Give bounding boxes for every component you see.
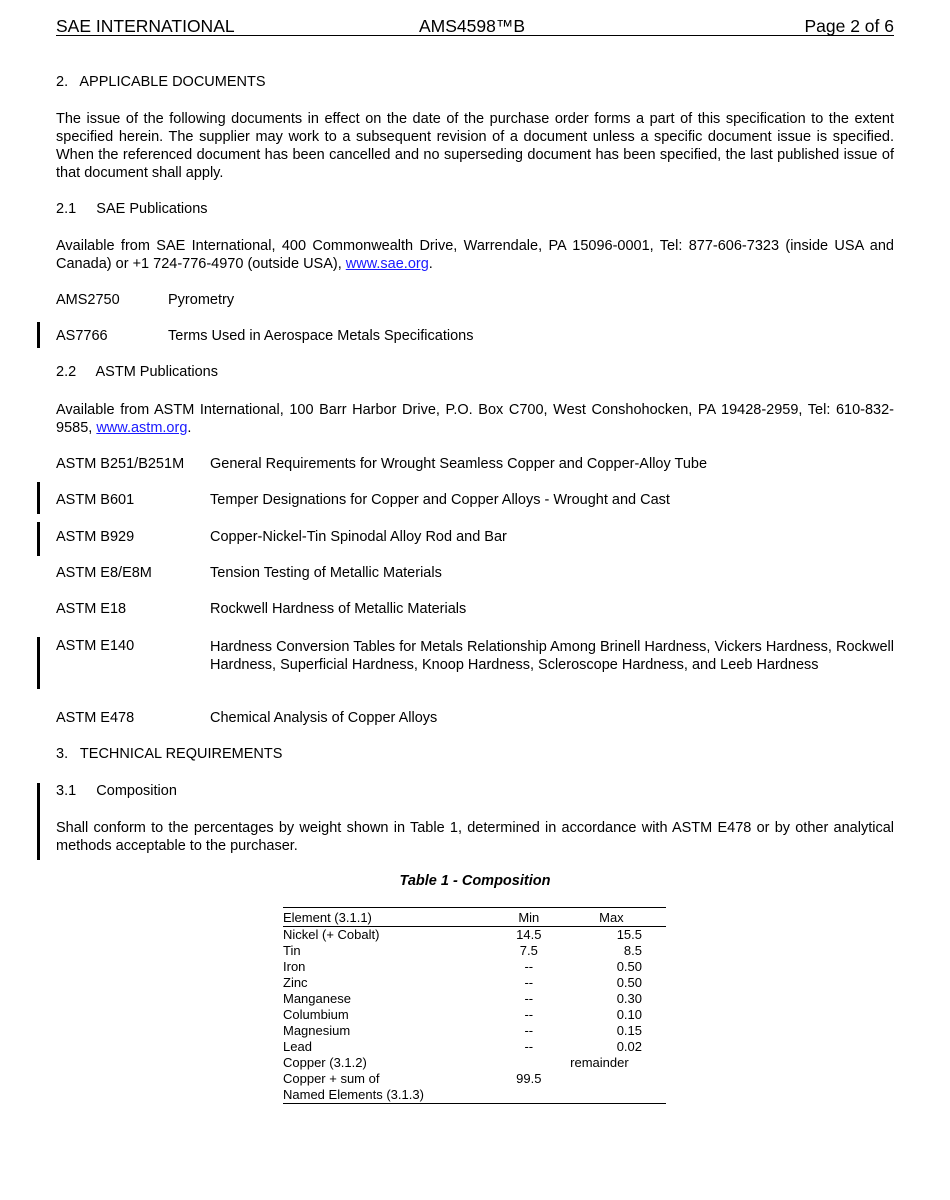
change-bar	[37, 322, 40, 348]
min-cell: --	[524, 1039, 534, 1054]
element-cell: Copper + sum of	[283, 1071, 380, 1086]
doc-title: Copper-Nickel-Tin Spinodal Alloy Rod and Bar	[210, 529, 507, 545]
header-rule	[56, 35, 894, 36]
change-bar	[37, 482, 40, 514]
min-cell: --	[524, 1023, 534, 1038]
element-cell: Iron	[283, 959, 306, 974]
element-cell: Lead	[283, 1039, 312, 1054]
doc-title: Tension Testing of Metallic Materials	[210, 565, 442, 581]
min-cell: 14.5	[516, 927, 542, 942]
composition-heading: 3.1 Composition	[56, 783, 177, 799]
max-cell: 0.15	[616, 1023, 642, 1038]
max-cell: 0.50	[616, 975, 642, 990]
table-row-copper	[283, 1055, 666, 1071]
doc-title: Hardness Conversion Tables for Metals Relationship Among Brinell Hardness, Vickers Hardness, Rockwell Hardness, Superficial Hardness, Knoop Hardness, Scleroscope Hardness, and Leeb Hardness	[210, 639, 894, 673]
column-header-element: Element (3.1.1)	[283, 908, 501, 927]
table-row	[283, 1023, 666, 1039]
column-header-max: Max	[557, 908, 666, 927]
table-row	[283, 975, 666, 991]
table-row-sum	[283, 1071, 666, 1087]
table-row	[283, 943, 666, 959]
element-cell: Zinc	[283, 975, 308, 990]
max-cell	[557, 1071, 666, 1087]
sae-heading: 2.1 SAE Publications	[56, 201, 208, 217]
sae-availability: Available from SAE International, 400 Commonwealth Drive, Warrendale, PA 15096-0001, Tel: 877-606-7323 (inside USA and Canada) or +1 724-776-4970 (outside USA), www.sae.org.	[56, 238, 894, 272]
element-cell: Nickel (+ Cobalt)	[283, 927, 380, 942]
doc-code: ASTM B251/B251M	[56, 456, 185, 472]
astm-availability-text: Available from ASTM International, 100 Barr Harbor Drive, P.O. Box C700, West Conshohocken, PA 19428-2959, Tel: 610-832-9585,	[56, 402, 894, 436]
doc-code: ASTM E8/E8M	[56, 565, 152, 581]
min-cell: 7.5	[519, 943, 538, 958]
copper-remainder-cell: remainder	[570, 1055, 629, 1070]
doc-title: Chemical Analysis of Copper Alloys	[210, 710, 438, 726]
doc-code: ASTM B601	[56, 492, 135, 508]
max-cell: 0.10	[616, 1007, 642, 1022]
doc-title: Terms Used in Aerospace Metals Specifications	[168, 328, 474, 344]
table-row	[283, 1039, 666, 1055]
min-cell	[501, 1087, 557, 1104]
element-cell: Copper (3.1.2)	[283, 1055, 367, 1070]
astm-heading: 2.2 ASTM Publications	[56, 364, 218, 380]
element-cell: Columbium	[283, 1007, 349, 1022]
change-bar	[37, 783, 40, 860]
max-cell: 0.30	[616, 991, 642, 1006]
astm-availability: Available from ASTM International, 100 Barr Harbor Drive, P.O. Box C700, West Conshohocken, PA 19428-2959, Tel: 610-832-9585, www.astm.org.	[56, 402, 894, 436]
section-2-heading: 2. APPLICABLE DOCUMENTS	[56, 74, 266, 90]
header-page-number: Page 2 of 6	[804, 16, 894, 36]
doc-title: Pyrometry	[168, 292, 235, 308]
section-2-intro: The issue of the following documents in effect on the date of the purchase order forms a part of this specification to the extent specified herein. The supplier may work to a subsequent revision of a document unless a specific document issue is specified. When the referenced document has been cancelled and no superseding document has been specified, the last published issue of that document shall apply.	[56, 111, 894, 181]
element-cell: Tin	[283, 943, 301, 958]
doc-title: Rockwell Hardness of Metallic Materials	[210, 601, 467, 617]
composition-table	[283, 907, 666, 1104]
change-bar	[37, 522, 40, 556]
astm-link[interactable]: www.astm.org	[96, 420, 188, 436]
doc-code: ASTM E478	[56, 710, 135, 726]
header-doc-id: AMS4598™B	[419, 16, 526, 36]
max-cell: 8.5	[623, 943, 642, 958]
table-header-row	[283, 908, 666, 927]
doc-code: ASTM E140	[56, 638, 135, 654]
section-3-heading: 3. TECHNICAL REQUIREMENTS	[56, 746, 283, 762]
element-cell: Named Elements (3.1.3)	[283, 1087, 501, 1104]
max-cell: 0.02	[616, 1039, 642, 1054]
min-cell: --	[524, 975, 534, 990]
min-cell: --	[524, 1007, 534, 1022]
element-cell: Magnesium	[283, 1023, 351, 1038]
table-title: Table 1 - Composition	[399, 873, 551, 889]
table-row	[283, 1007, 666, 1023]
table-row	[283, 927, 666, 944]
table-row	[283, 959, 666, 975]
change-bar	[37, 637, 40, 689]
sae-availability-text: Available from SAE International, 400 Commonwealth Drive, Warrendale, PA 15096-0001, Tel: 877-606-7323 (inside USA and Canada) or +1 724-776-4970 (outside USA),	[56, 238, 894, 272]
doc-code: ASTM B929	[56, 529, 135, 545]
header-org: SAE INTERNATIONAL	[56, 16, 235, 36]
doc-title: General Requirements for Wrought Seamless Copper and Copper-Alloy Tube	[210, 456, 708, 472]
doc-code: AMS2750	[56, 292, 120, 308]
column-header-min: Min	[501, 908, 557, 927]
doc-title: Temper Designations for Copper and Copper Alloys - Wrought and Cast	[210, 492, 670, 508]
composition-text: Shall conform to the percentages by weight shown in Table 1, determined in accordance with ASTM E478 or by other analytical methods acceptable to the purchaser.	[56, 820, 894, 854]
min-cell: --	[524, 959, 534, 974]
max-cell: 0.50	[616, 959, 642, 974]
max-cell	[557, 1087, 666, 1104]
table-row	[283, 991, 666, 1007]
sae-link[interactable]: www.sae.org	[345, 256, 429, 272]
max-cell: 15.5	[616, 927, 642, 942]
min-cell: 99.5	[516, 1071, 542, 1086]
doc-code: ASTM E18	[56, 601, 127, 617]
table-row-sum-cont	[283, 1087, 666, 1104]
element-cell: Manganese	[283, 991, 351, 1006]
min-cell: --	[524, 991, 534, 1006]
doc-code: AS7766	[56, 328, 108, 344]
